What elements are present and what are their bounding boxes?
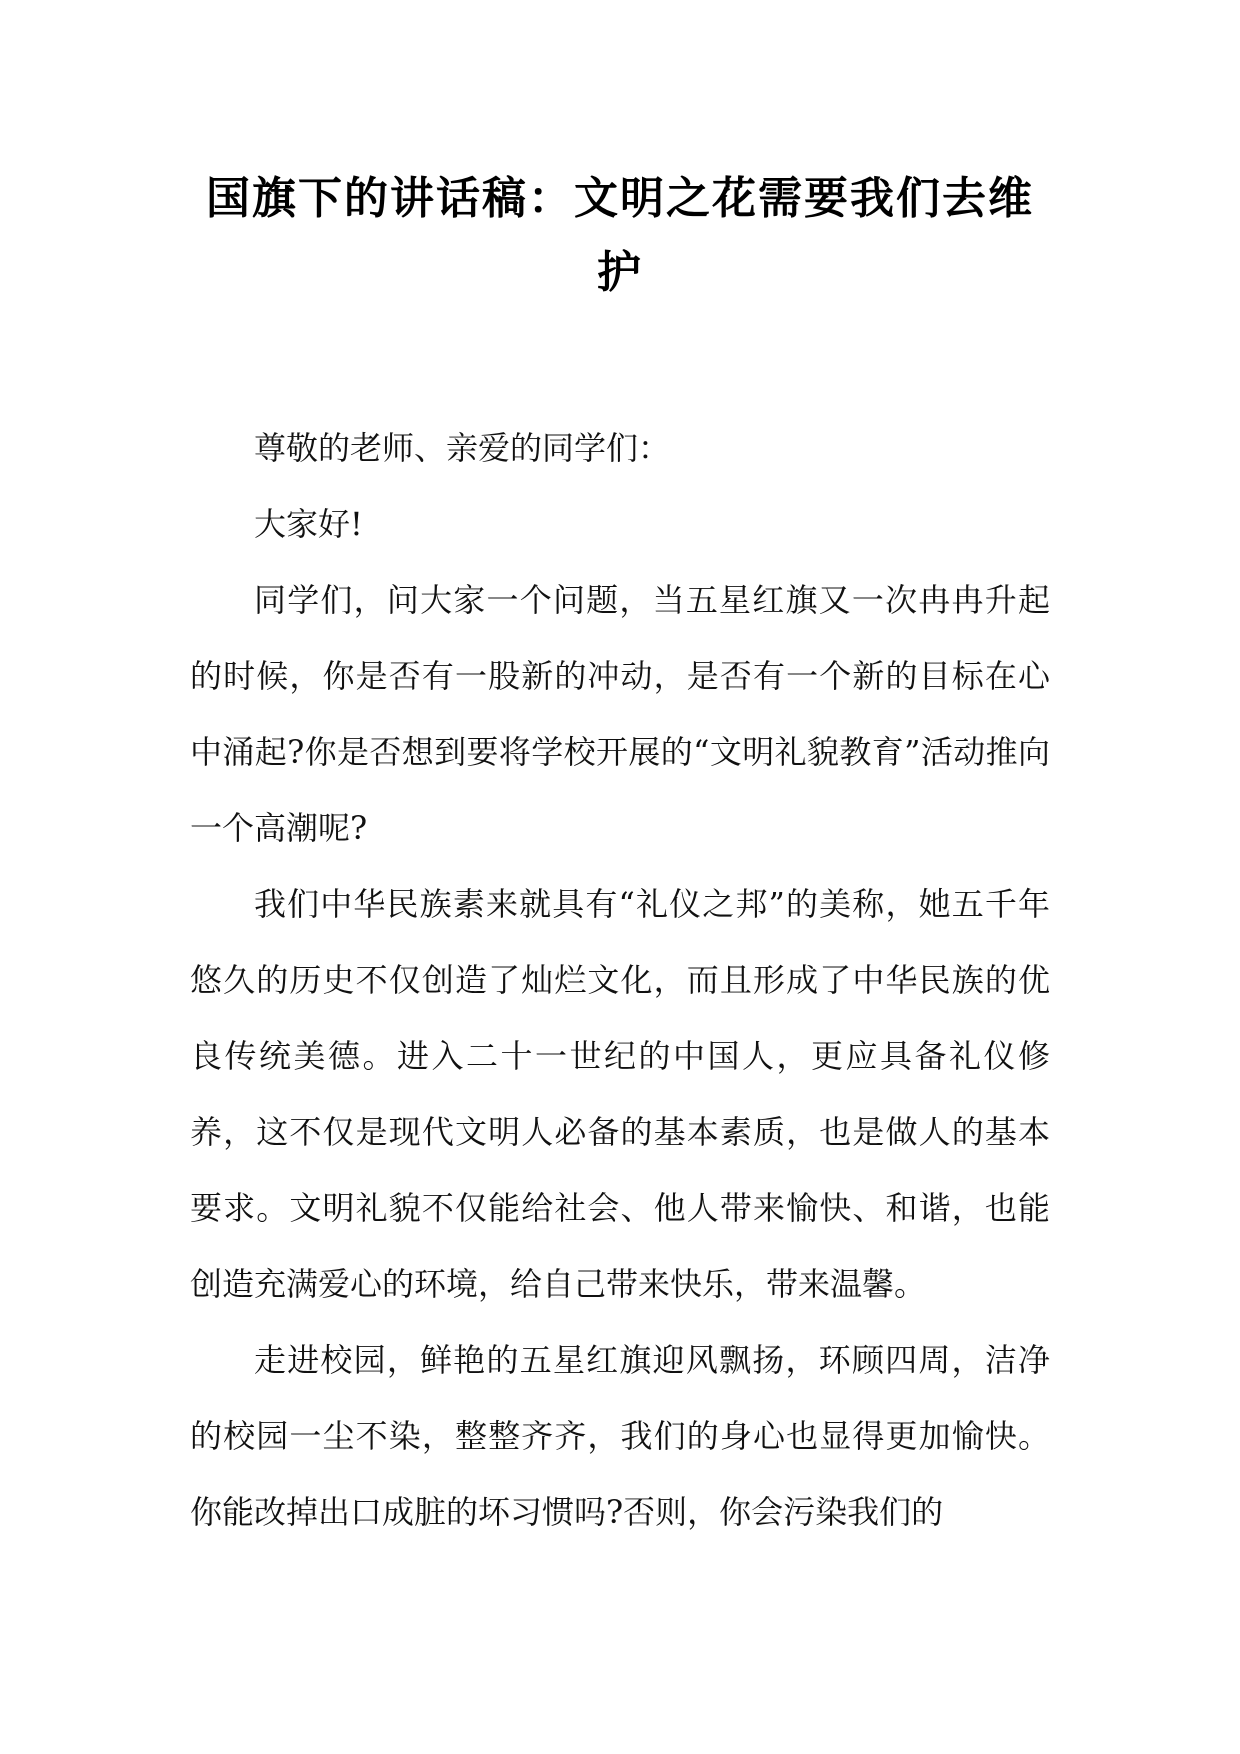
body-paragraph-3: 走进校园，鲜艳的五星红旗迎风飘扬，环顾四周，洁净的校园一尘不染，整整齐齐，我们的身心也显得更加愉快。你能改掉出口成脏的坏习惯吗?否则，你会污染我们的 (190, 1341, 1050, 1531)
body-paragraph-1: 同学们，问大家一个问题，当五星红旗又一次冉冉升起的时候，你是否有一股新的冲动，是否有一个新的目标在心中涌起?你是否想到要将学校开展的“文明礼貌教育”活动推向一个高潮呢? (190, 581, 1050, 847)
salutation-paragraph: 尊敬的老师、亲爱的同学们： (254, 429, 671, 467)
body-paragraph-2: 我们中华民族素来就具有“礼仪之邦”的美称，她五千年悠久的历史不仅创造了灿烂文化，而且形成了中华民族的优良传统美德。进入二十一世纪的中国人，更应具备礼仪修养，这不仅是现代文明人必备的基本素质，也是做人的基本要求。文明礼貌不仅能给社会、他人带来愉快、和谐，也能创造充满爱心的环境，给自己带来快乐，带来温馨。 (190, 885, 1050, 1303)
document-body (190, 410, 1050, 1550)
document-title: 国旗下的讲话稿：文明之花需要我们去维护 (206, 173, 1034, 298)
greeting-paragraph: 大家好! (254, 505, 363, 543)
